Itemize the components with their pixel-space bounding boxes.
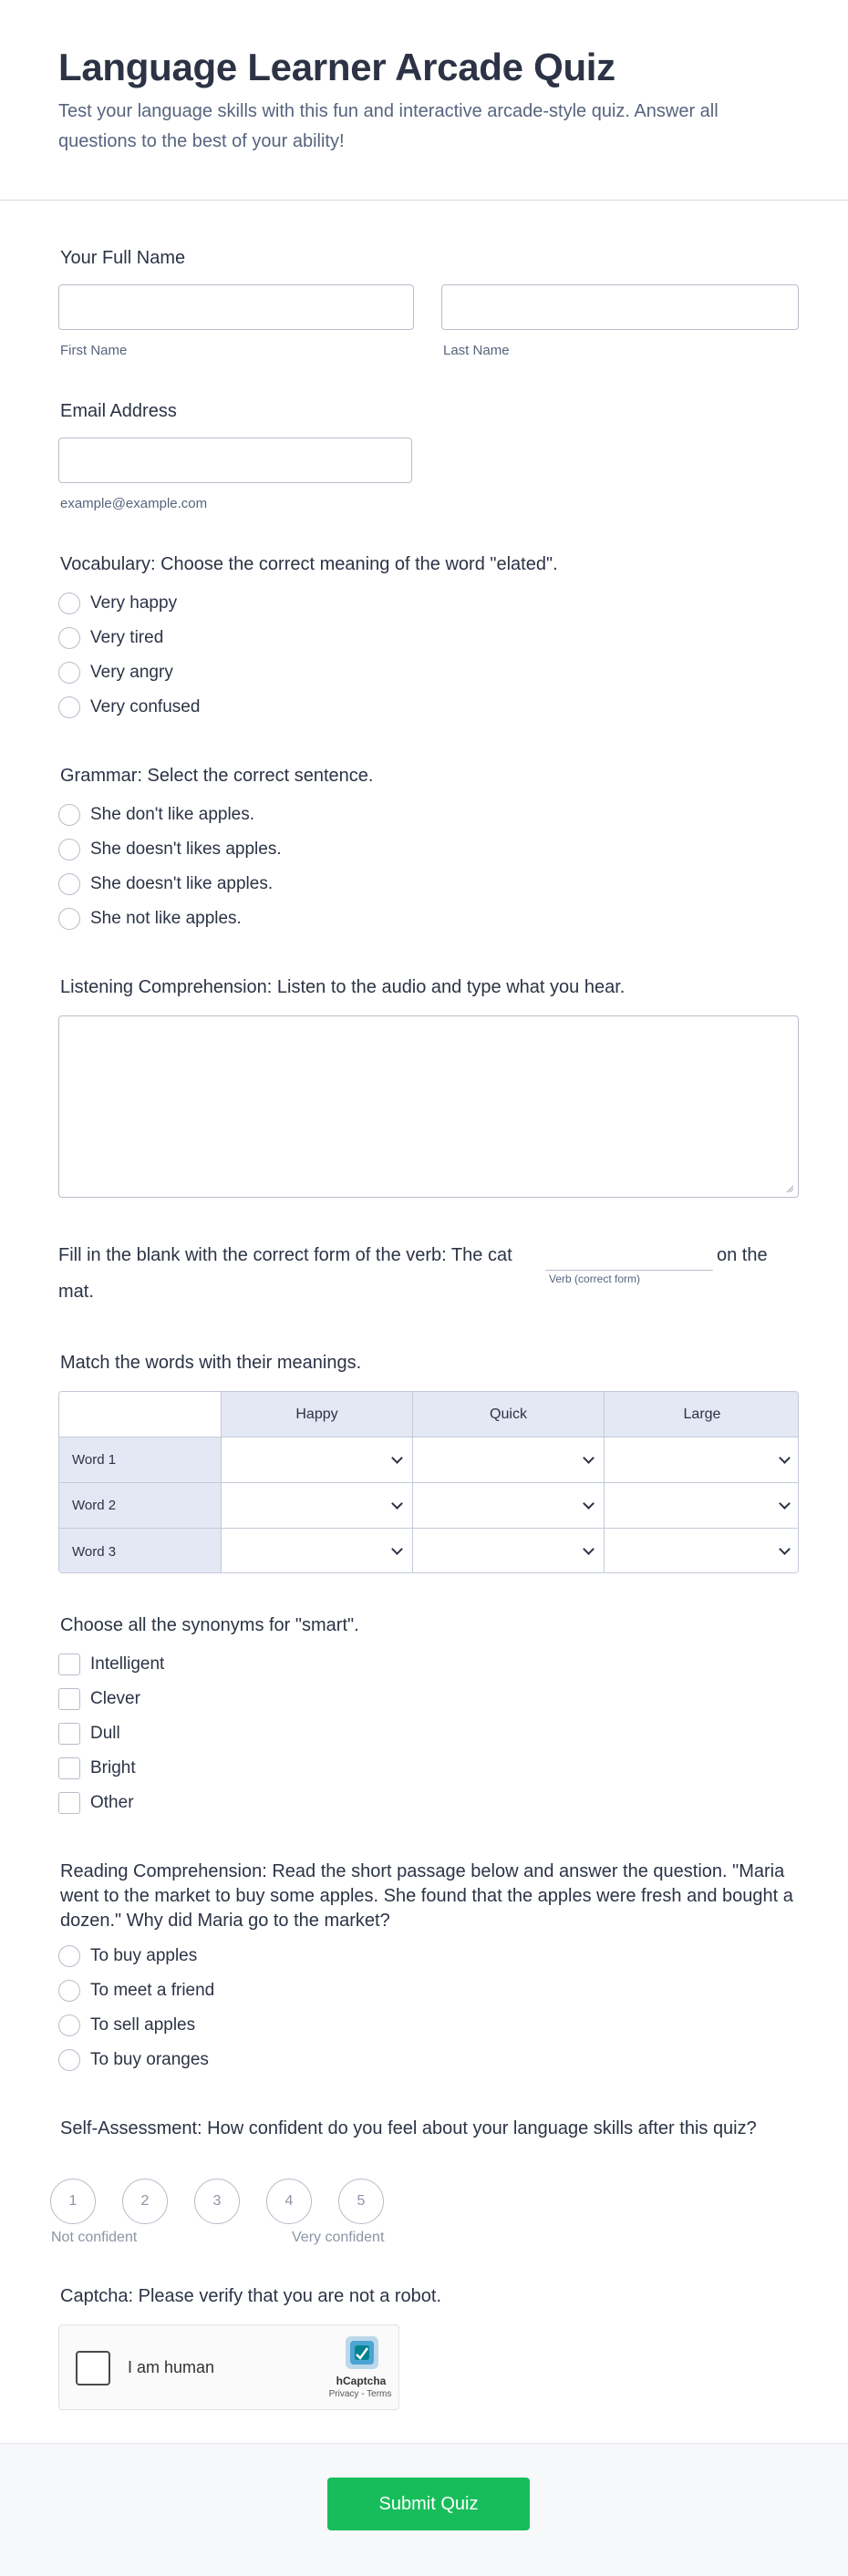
checkbox[interactable] [58,1792,80,1814]
form-title: Language Learner Arcade Quiz [58,46,615,88]
matrix-column-header: Large [605,1392,799,1437]
form-description: Test your language skills with this fun and interactive arcade-style quiz. Answer all questions to the best of your ability! [58,101,719,151]
grammar-option[interactable]: She not like apples. [58,906,242,932]
reading-option[interactable]: To sell apples [58,2013,195,2038]
chevron-down-icon [583,1498,595,1510]
submit-button[interactable]: Submit Quiz [327,2478,530,2530]
chevron-down-icon [391,1498,403,1510]
scale-option-3[interactable]: 3 [194,2179,240,2224]
matrix-dropdown[interactable] [222,1483,413,1529]
radio-button[interactable] [58,662,80,684]
grammar-option[interactable]: She don't like apples. [58,802,254,828]
matrix-dropdown[interactable] [413,1437,605,1483]
radio-button[interactable] [58,908,80,930]
synonyms-question-label: Choose all the synonyms for "smart". [60,1615,359,1635]
last-name-sublabel: Last Name [443,343,510,358]
vocabulary-question-label: Vocabulary: Choose the correct meaning of the word "elated". [60,554,558,574]
matrix-dropdown[interactable] [413,1529,605,1573]
reading-question-label: Reading Comprehension: Read the short passage below and answer the question. "Maria went to the market to buy some apples. She found that the apples were fresh and bought a dozen." Why did Maria go to the market? [60,1861,793,1931]
radio-button[interactable] [58,2014,80,2036]
matrix-column-header: Quick [413,1392,605,1437]
vocabulary-option[interactable]: Very tired [58,625,163,651]
synonym-option[interactable]: Clever [58,1686,140,1712]
chevron-down-icon [779,1498,791,1510]
checkbox[interactable] [58,1723,80,1745]
chevron-down-icon [583,1452,595,1464]
radio-button[interactable] [58,2049,80,2071]
matrix-row-header: Word 2 [59,1483,222,1529]
resize-handle-icon[interactable] [785,1184,794,1193]
grammar-option[interactable]: She doesn't like apples. [58,871,273,897]
radio-button[interactable] [58,839,80,860]
captcha-widget [58,2324,399,2410]
matrix-row-header: Word 1 [59,1437,222,1483]
grammar-option[interactable]: She doesn't likes apples. [58,837,282,862]
chevron-down-icon [391,1543,403,1555]
matrix-dropdown[interactable] [222,1437,413,1483]
synonym-option[interactable]: Dull [58,1721,120,1747]
scale-option-1[interactable]: 1 [50,2179,96,2224]
hcaptcha-logo-icon [342,2334,382,2371]
radio-button[interactable] [58,873,80,895]
chevron-down-icon [583,1543,595,1555]
fill-blank-text-after: on the [717,1245,768,1265]
radio-button[interactable] [58,592,80,614]
captcha-label: Captcha: Please verify that you are not a robot. [60,2286,442,2306]
fill-blank-text-line2: mat. [58,1282,94,1302]
matrix-dropdown[interactable] [605,1437,799,1483]
self-assessment-label: Self-Assessment: How confident do you feel about your language skills after this quiz? [60,2118,757,2138]
scale-option-5[interactable]: 5 [338,2179,384,2224]
scale-low-note: Not confident [51,2230,138,2245]
captcha-brand: hCaptcha [336,2375,387,2387]
grammar-question-label: Grammar: Select the correct sentence. [60,766,374,786]
vocabulary-option[interactable]: Very happy [58,591,177,616]
matrix-dropdown[interactable] [413,1483,605,1529]
vocabulary-option[interactable]: Very confused [58,695,200,720]
fill-blank-text-before: Fill in the blank with the correct form of the verb: The cat [58,1245,512,1265]
synonym-option[interactable]: Intelligent [58,1652,164,1677]
synonym-option[interactable]: Bright [58,1756,136,1781]
synonym-option[interactable]: Other [58,1790,134,1816]
reading-option[interactable]: To meet a friend [58,1978,214,2004]
captcha-links[interactable]: Privacy - Terms [328,2389,392,2399]
scale-high-note: Very confident [292,2230,385,2245]
email-input[interactable] [58,438,412,483]
name-label: Your Full Name [60,248,186,268]
vocabulary-option[interactable]: Very angry [58,660,173,685]
listening-question-label: Listening Comprehension: Listen to the audio and type what you hear. [60,977,626,997]
listening-textarea[interactable] [58,1015,799,1198]
form-header [0,0,848,201]
chevron-down-icon [391,1452,403,1464]
radio-button[interactable] [58,1945,80,1967]
radio-button[interactable] [58,804,80,826]
scale-option-4[interactable]: 4 [266,2179,312,2224]
fill-blank-input[interactable] [545,1245,713,1271]
email-label: Email Address [60,401,177,421]
radio-button[interactable] [58,1980,80,2002]
radio-button[interactable] [58,696,80,718]
reading-option[interactable]: To buy oranges [58,2047,209,2073]
checkbox[interactable] [58,1654,80,1675]
chevron-down-icon [779,1452,791,1464]
matrix-dropdown[interactable] [605,1529,799,1573]
first-name-input[interactable] [58,284,414,330]
scale-option-2[interactable]: 2 [122,2179,168,2224]
matrix-dropdown[interactable] [222,1529,413,1573]
captcha-checkbox[interactable] [76,2351,110,2385]
matrix-question-label: Match the words with their meanings. [60,1353,362,1373]
chevron-down-icon [779,1543,791,1555]
matrix-corner [59,1392,222,1437]
email-sublabel: example@example.com [60,496,208,511]
matrix-column-header: Happy [222,1392,413,1437]
first-name-sublabel: First Name [60,343,128,358]
radio-button[interactable] [58,627,80,649]
checkbox[interactable] [58,1757,80,1779]
matching-matrix [58,1391,799,1573]
matrix-row-header: Word 3 [59,1529,222,1573]
checkbox[interactable] [58,1688,80,1710]
reading-option[interactable]: To buy apples [58,1943,197,1969]
captcha-checkbox-text: I am human [128,2358,215,2376]
fill-blank-sublabel: Verb (correct form) [549,1273,641,1285]
last-name-input[interactable] [441,284,799,330]
matrix-dropdown[interactable] [605,1483,799,1529]
